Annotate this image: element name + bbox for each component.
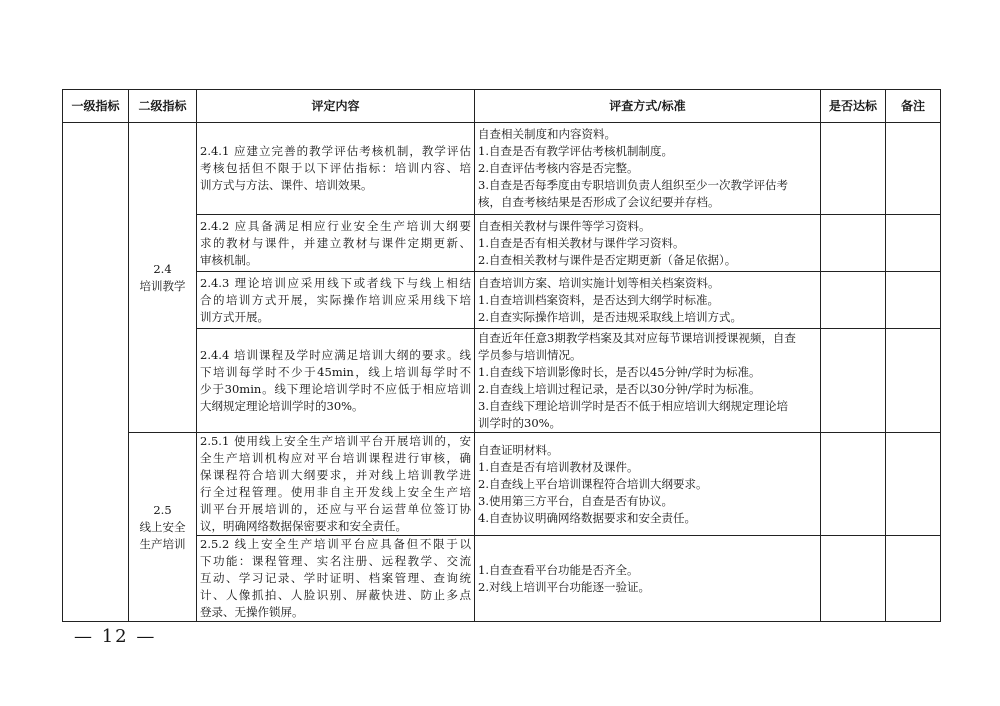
method-line: 1.自查是否有相关教材与课件学习资料。: [478, 235, 685, 250]
method-line: 2.自查线上平台培训课程符合培训大纲要求。: [478, 476, 708, 491]
content-line: 下功能：课程管理、实名注册、远程教学、交流: [200, 554, 471, 568]
compliance-cell: [821, 123, 886, 215]
content-line: 求的教材与课件，并建立教材与课件定期更新、: [200, 235, 471, 250]
criteria-table: [62, 89, 941, 622]
method-line: 4.自查协议明确网络数据要求和安全责任。: [478, 510, 696, 525]
header-level2-indicator: 二级指标: [129, 90, 197, 123]
header-remarks: 备注: [886, 90, 941, 123]
content-line: 合的培训方式开展，实际操作培训应采用线下培: [200, 292, 471, 307]
remarks-cell: [886, 272, 941, 329]
review-method-cell: [475, 329, 821, 433]
content-line: 少于30min。线下理论培训学时不应低于相应培训: [200, 381, 471, 396]
method-line: 核，自查考核结果是否形成了会议纪要并存档。: [478, 195, 720, 209]
method-line: 自查近年任意3期教学档案及其对应每节课培训授课视频，自查: [478, 330, 796, 345]
review-method-cell: [475, 215, 821, 272]
level2-code: 2.4: [153, 261, 172, 276]
level2-name: 培训教学: [139, 278, 186, 293]
compliance-cell: [821, 433, 886, 536]
content-line: 考核包括但不限于以下评估指标：培训内容、培: [200, 161, 471, 175]
content-line: 2.4.3 理论培训应采用线下或者线下与线上相结: [200, 275, 471, 290]
header-row: [63, 90, 941, 123]
method-line: 3.自查是否每季度由专职培训负责人组织至少一次教学评估考: [478, 178, 788, 192]
compliance-cell: [821, 536, 886, 622]
evaluation-content-cell: [197, 329, 475, 433]
method-line: 1.自查是否有培训教材及课件。: [478, 459, 639, 474]
evaluation-content-cell: [197, 123, 475, 215]
content-line: 2.4.4 培训课程及学时应满足培训大纲的要求。线: [200, 347, 471, 362]
compliance-cell: [821, 272, 886, 329]
method-line: 1.自查培训档案资料，是否达到大纲学时标准。: [478, 292, 719, 307]
evaluation-content-cell: [197, 215, 475, 272]
content-line: 下培训每学时不少于45min，线上培训每学时不: [200, 364, 471, 379]
remarks-cell: [886, 433, 941, 536]
content-line: 2.5.1 使用线上安全生产培训平台开展培训的，安: [200, 434, 471, 448]
level2-name: 线上安全: [139, 519, 186, 534]
method-line: 1.自查是否有教学评估考核机制制度。: [478, 144, 673, 158]
content-line: 大纲规定理论培训学时的30%。: [200, 398, 364, 413]
header-evaluation-content: 评定内容: [197, 90, 475, 123]
header-level1-indicator: 一级指标: [63, 90, 129, 123]
evaluation-content-cell: [197, 433, 475, 536]
level2-indicator-cell: [129, 123, 197, 433]
content-line: 互动、学习记录、学时证明、档案管理、查询统: [200, 571, 471, 585]
level2-code: 2.5: [153, 502, 172, 517]
method-line: 2.自查评估考核内容是否完整。: [478, 161, 639, 175]
method-line: 自查培训方案、培训实施计划等相关档案资料。: [478, 275, 720, 290]
content-line: 2.4.2 应具备满足相应行业安全生产培训大纲要: [200, 218, 471, 233]
evaluation-content-cell: [197, 536, 475, 622]
content-line: 计、人像抓拍、人脸识别、屏蔽快进、防止多点: [200, 588, 471, 602]
review-method-cell: [475, 536, 821, 622]
content-line: 审核机制。: [200, 252, 258, 267]
method-line: 3.自查线下理论培训学时是否不低于相应培训大纲规定理论培: [478, 398, 788, 413]
content-line: 训方式开展。: [200, 309, 269, 324]
header-review-method: 评查方式/标准: [475, 90, 821, 123]
method-line: 自查证明材料。: [478, 442, 559, 457]
review-method-cell: [475, 433, 821, 536]
content-line: 2.4.1 应建立完善的教学评估考核机制，教学评估: [200, 144, 471, 158]
page-number: — 12 —: [74, 626, 157, 647]
compliance-cell: [821, 329, 886, 433]
method-line: 自查相关制度和内容资料。: [478, 127, 616, 141]
remarks-cell: [886, 536, 941, 622]
level2-indicator-cell: [129, 433, 197, 622]
remarks-cell: [886, 123, 941, 215]
method-line: 自查相关教材与课件等学习资料。: [478, 218, 651, 233]
compliance-cell: [821, 215, 886, 272]
method-line: 2.自查线上培训过程记录，是否以30分钟/学时为标准。: [478, 381, 761, 396]
evaluation-content-cell: [197, 272, 475, 329]
method-line: 2.自查实际操作培训，是否违规采取线上培训方式。: [478, 309, 742, 324]
review-method-cell: [475, 272, 821, 329]
remarks-cell: [886, 215, 941, 272]
method-line: 2.对线上培训平台功能逐一验证。: [478, 579, 650, 594]
method-line: 1.自查查看平台功能是否齐全。: [478, 562, 639, 577]
level2-name: 生产培训: [139, 536, 186, 551]
method-line: 3.使用第三方平台，自查是否有协议。: [478, 493, 673, 508]
content-line: 训平台开展培训的，还应与平台运营单位签订协: [200, 502, 471, 516]
review-method-cell: [475, 123, 821, 215]
content-line: 训方式与方法、课件、培训效果。: [200, 178, 373, 192]
header-compliance: 是否达标: [821, 90, 886, 123]
method-line: 学员参与培训情况。: [478, 347, 582, 362]
method-line: 训学时的30%。: [478, 415, 562, 430]
content-line: 登录、无操作锁屏。: [200, 605, 304, 619]
content-line: 行全过程管理。使用非自主开发线上安全生产培: [200, 485, 471, 499]
table-row: [63, 433, 941, 536]
table-row: [63, 123, 941, 215]
content-line: 议，明确网络数据保密要求和安全责任。: [200, 519, 407, 533]
content-line: 保课程符合培训大纲要求，并对线上培训教学进: [200, 468, 471, 482]
method-line: 2.自查相关教材与课件是否定期更新（备足依据）。: [478, 252, 737, 267]
content-line: 2.5.2 线上安全生产培训平台应具备但不限于以: [200, 537, 471, 551]
method-line: 1.自查线下培训影像时长，是否以45分钟/学时为标准。: [478, 364, 761, 379]
level1-indicator-cell: [63, 123, 129, 622]
content-line: 全生产培训机构应对平台培训课程进行审核，确: [200, 451, 471, 465]
remarks-cell: [886, 329, 941, 433]
